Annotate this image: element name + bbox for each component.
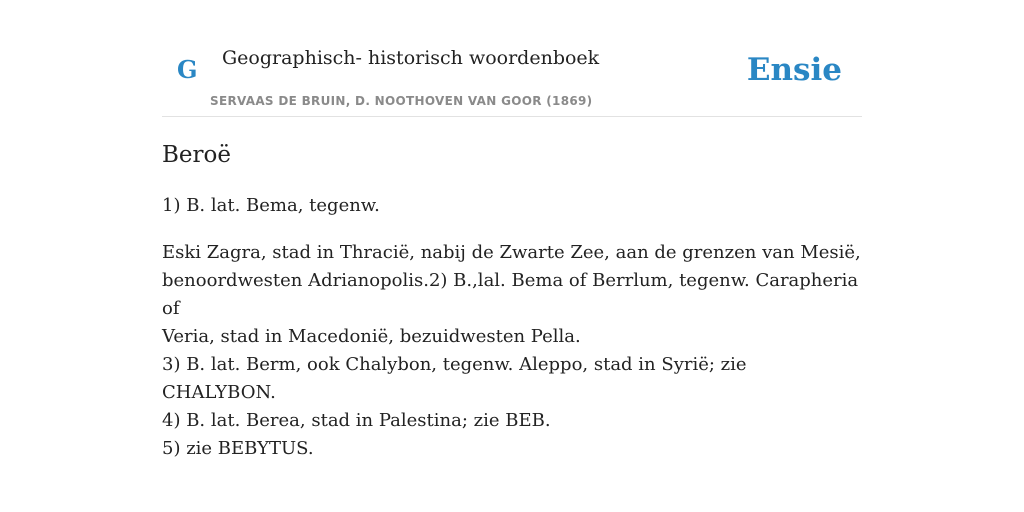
entry-title: Beroë (162, 142, 231, 168)
entry-line: Eski Zagra, stad in Thracië, nabij de Zwarte Zee, aan de grenzen van Mesië, (162, 242, 861, 263)
entry-paragraph (162, 239, 862, 463)
book-title-link[interactable]: Geographisch- historisch woordenboek (222, 47, 600, 69)
book-initial-icon[interactable]: G (177, 55, 198, 84)
entry-line: 1) B. lat. Bema, tegenw. (162, 195, 380, 216)
entry-line: 5) zie BEBYTUS. (162, 438, 314, 459)
ensie-logo-link[interactable]: Ensie (746, 52, 842, 88)
entry-line: Veria, stad in Macedonië, bezuidwesten Pella. (162, 326, 581, 347)
book-authors: SERVAAS DE BRUIN, D. NOOTHOVEN VAN GOOR (1869) (210, 94, 593, 108)
entry-line: benoordwesten Adrianopolis.2) B.,lal. Bema of Berrlum, tegenw. Carapheria of (162, 270, 859, 319)
entry-line: 4) B. lat. Berea, stad in Palestina; zie BEB. (162, 410, 551, 431)
entry-line: 3) B. lat. Berm, ook Chalybon, tegenw. Aleppo, stad in Syrië; zie CHALYBON. (162, 354, 747, 403)
entry-paragraph (162, 192, 862, 220)
entry-article (162, 140, 862, 463)
book-header (162, 34, 862, 117)
